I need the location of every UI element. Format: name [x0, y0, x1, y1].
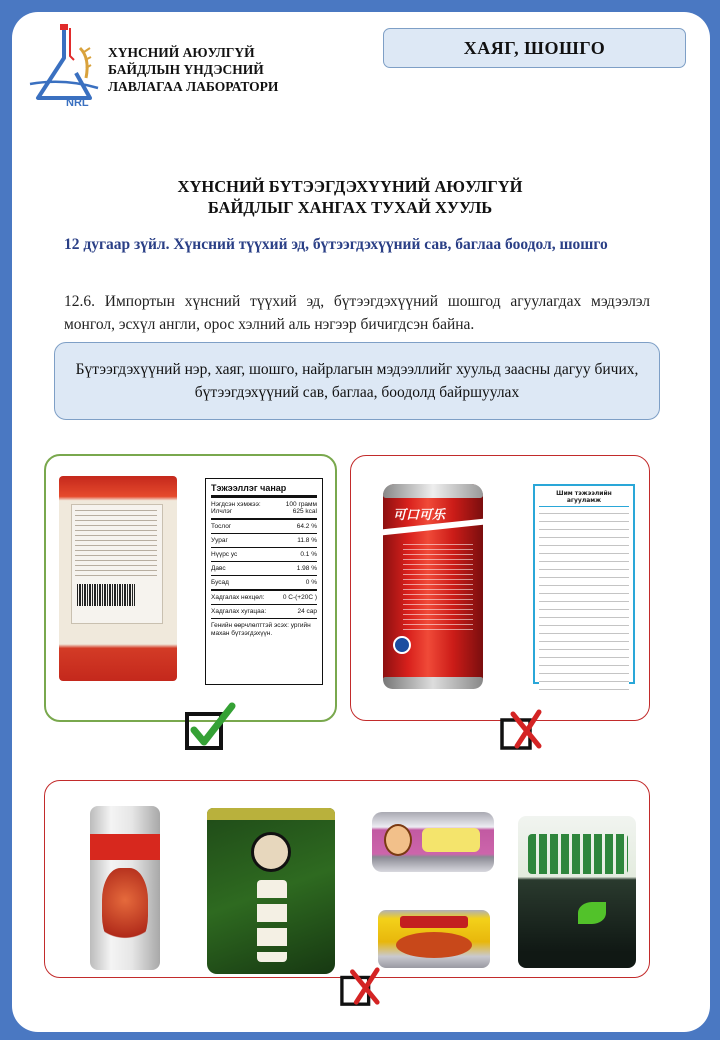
- label-header-row: [211, 498, 317, 520]
- check-box-icon: [184, 702, 236, 752]
- label-title: Тэжээллэг чанар: [211, 483, 317, 498]
- soda-can-image: [383, 484, 483, 689]
- org-line: ЛАВЛАГАА ЛАБОРАТОРИ: [108, 79, 279, 94]
- shelf-value: 24 сар: [297, 608, 317, 615]
- label-row: [211, 562, 317, 576]
- label-row-name: Нүүрс ус: [211, 551, 238, 558]
- can-brand-text: 可口可乐: [393, 508, 446, 523]
- law-title: [60, 176, 640, 218]
- label-row-value: 0 %: [305, 579, 317, 586]
- label-row: [211, 576, 317, 591]
- cross-box-icon: [339, 966, 383, 1008]
- shelf-label: Хадгалах хугацаа:: [211, 608, 267, 615]
- hot-soup-bag-image: [207, 808, 335, 974]
- label-row: [211, 548, 317, 562]
- label-row-value: 11.8 %: [297, 537, 317, 544]
- foreign-label-title: Шим тэжээлийн агууламж: [539, 490, 629, 507]
- section-title: ХАЯГ, ШОШГО: [383, 28, 686, 68]
- label-row-value: 0.1 %: [300, 551, 317, 558]
- label-row-name: Тослог: [211, 523, 232, 530]
- label-row-name: Давс: [211, 565, 226, 572]
- requirement-callout: Бүтээгдэхүүний нэр, хаяг, шошго, найрлагын мэдээллийг хуульд заасны дагуу бичих, бүтээгдэхүүний сав, баглаа, боодолд байршуулах: [54, 342, 660, 420]
- org-name: [108, 44, 278, 95]
- shrimp-snack-tube-image: [90, 806, 160, 970]
- article-heading: 12 дугаар зүйл. Хүнсний түүхий эд, бүтээгдэхүүний сав, баглаа боодол, шошго: [64, 236, 608, 253]
- mongolian-nutrition-label: [205, 478, 323, 685]
- label-row-value: 1.98 %: [296, 565, 317, 572]
- label-row-name: Бусад: [211, 579, 229, 586]
- label-row-name: Уураг: [211, 537, 228, 544]
- label-row: [211, 534, 317, 548]
- nrl-logo-icon: [24, 18, 104, 108]
- foreign-nutrition-label: [533, 484, 635, 684]
- org-line: БАЙДЛЫН ҮНДЭСНИЙ: [108, 62, 264, 77]
- canned-meat-tin-image: [378, 910, 490, 968]
- storage-row: [211, 591, 317, 605]
- law-title-line: ХҮНСНИЙ БҮТЭЭГДЭХҮҮНИЙ АЮУЛГҮЙ: [177, 177, 523, 196]
- label-header-left: Нэгдсэн хэмжээ: Илчлэг: [211, 501, 261, 515]
- label-note: Генийн өөрчлөлттэй эсэх: ургийн махан бүтээгдэхүүн.: [211, 622, 311, 637]
- org-line: ХҮНСНИЙ АЮУЛГҮЙ: [108, 45, 255, 60]
- storage-label: Хадгалах нөхцөл:: [211, 594, 265, 601]
- seaweed-pack-image: [518, 816, 636, 968]
- label-row-value: 64.2 %: [296, 523, 317, 530]
- law-title-line: БАЙДЛЫГ ХАНГАХ ТУХАЙ ХУУЛЬ: [207, 198, 493, 217]
- label-row: [211, 520, 317, 534]
- label-header-right: 100 грамм 625 kcal: [285, 501, 317, 515]
- storage-value: 0 С-(+20С ): [282, 594, 317, 601]
- red-package-image: [59, 476, 177, 681]
- cross-box-icon: [499, 708, 545, 752]
- logo-text: NRL: [66, 97, 89, 108]
- canned-fish-tin-image: [372, 812, 494, 872]
- article-paragraph: 12.6. Импортын хүнсний түүхий эд, бүтээгдэхүүний шошгод агуулагдах мэдээлэл монгол, эсхүл англи, орос хэлний аль нэгээр бичигдсэн байна.: [64, 293, 650, 333]
- shelf-row: [211, 605, 317, 619]
